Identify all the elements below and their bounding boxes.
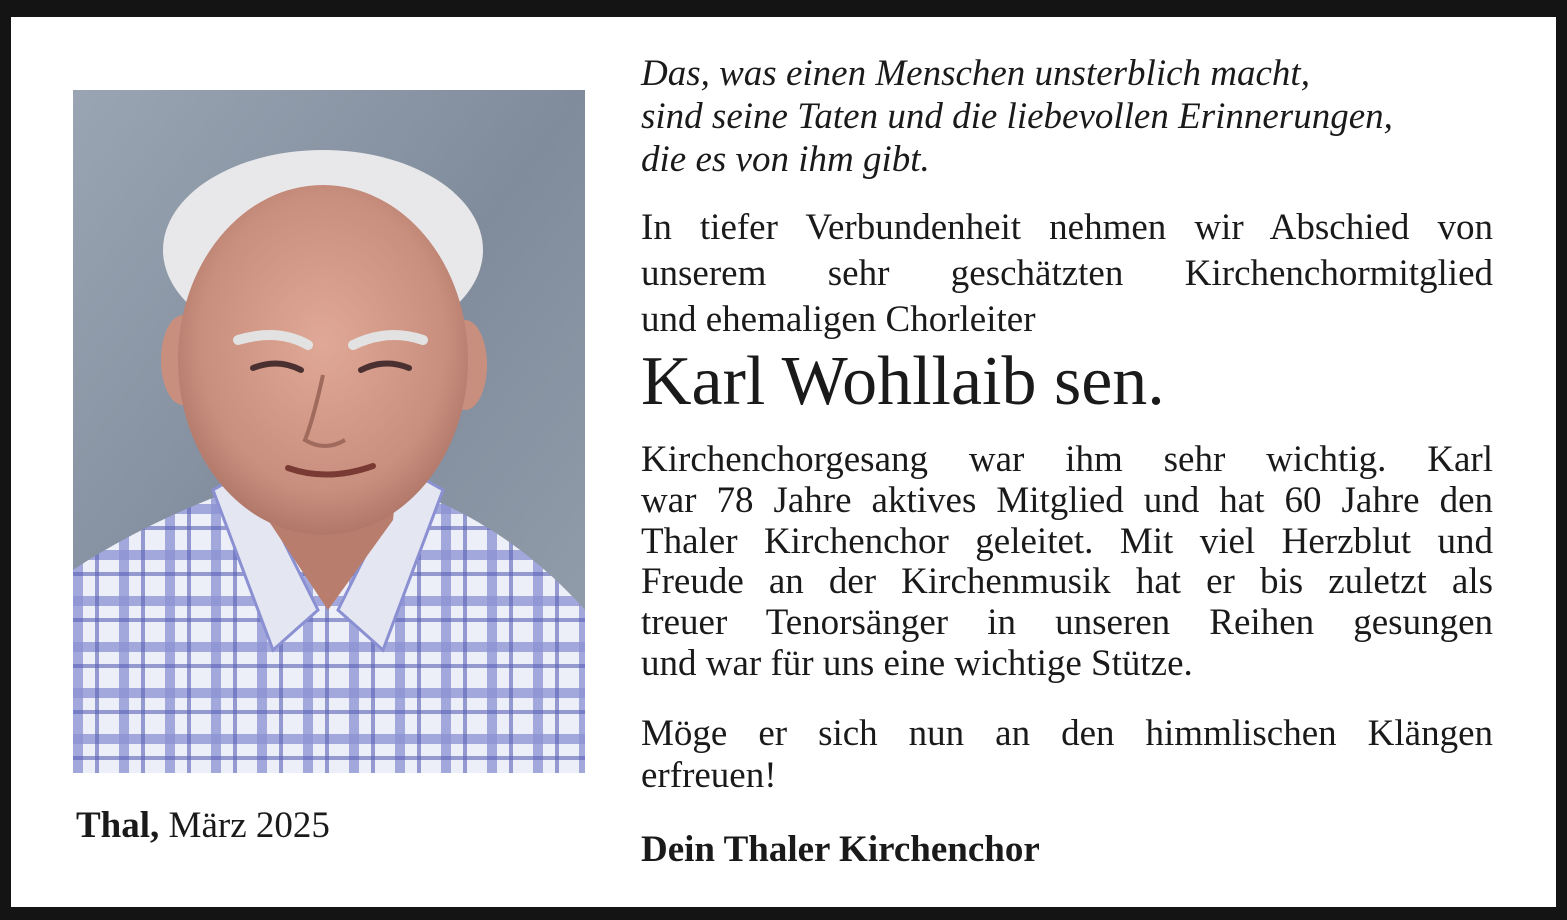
tribute-paragraph (641, 440, 1493, 685)
signature: Dein Thaler Kirchenchor (641, 829, 1040, 870)
tribute-line: Kirchenchorgesang war ihm sehr wichtig. Karl (641, 439, 1493, 480)
closing-line: Möge er sich nun an den himmlischen Klängen (641, 713, 1493, 754)
tribute-line: treuer Tenorsänger in unseren Reihen gesungen (641, 602, 1493, 644)
motto-quote (641, 52, 1493, 181)
place-date (76, 804, 330, 847)
deceased-name: Karl Wohllaib sen. (641, 343, 1165, 420)
closing-line: erfreuen! (641, 755, 777, 796)
tribute-line: und war für uns eine wichtige Stütze. (641, 642, 1193, 684)
tribute-line: Freude an der Kirchenmusik hat er bis zuletzt als (641, 561, 1493, 603)
closing-paragraph (641, 713, 1493, 797)
motto-line: sind seine Taten und die liebevollen Erinnerungen, (641, 96, 1393, 137)
place-label: Thal, (76, 805, 160, 846)
intro-line: und ehemaligen Chorleiter (641, 299, 1036, 340)
tribute-line: war 78 Jahre aktives Mitglied und hat 60 Jahre den (641, 479, 1493, 521)
intro-line: In tiefer Verbundenheit nehmen wir Abschied von (641, 207, 1493, 248)
portrait-image (73, 90, 585, 773)
date-label: März 2025 (168, 805, 330, 846)
motto-line: Das, was einen Menschen unsterblich macht, (641, 53, 1310, 94)
motto-line: die es von ihm gibt. (641, 139, 930, 180)
tribute-line: Thaler Kirchenchor geleitet. Mit viel Herzblut und (641, 520, 1493, 562)
portrait-photo (73, 90, 585, 773)
intro-line: unserem sehr geschätzten Kirchenchormitglied (641, 253, 1493, 294)
intro-paragraph (641, 205, 1493, 343)
